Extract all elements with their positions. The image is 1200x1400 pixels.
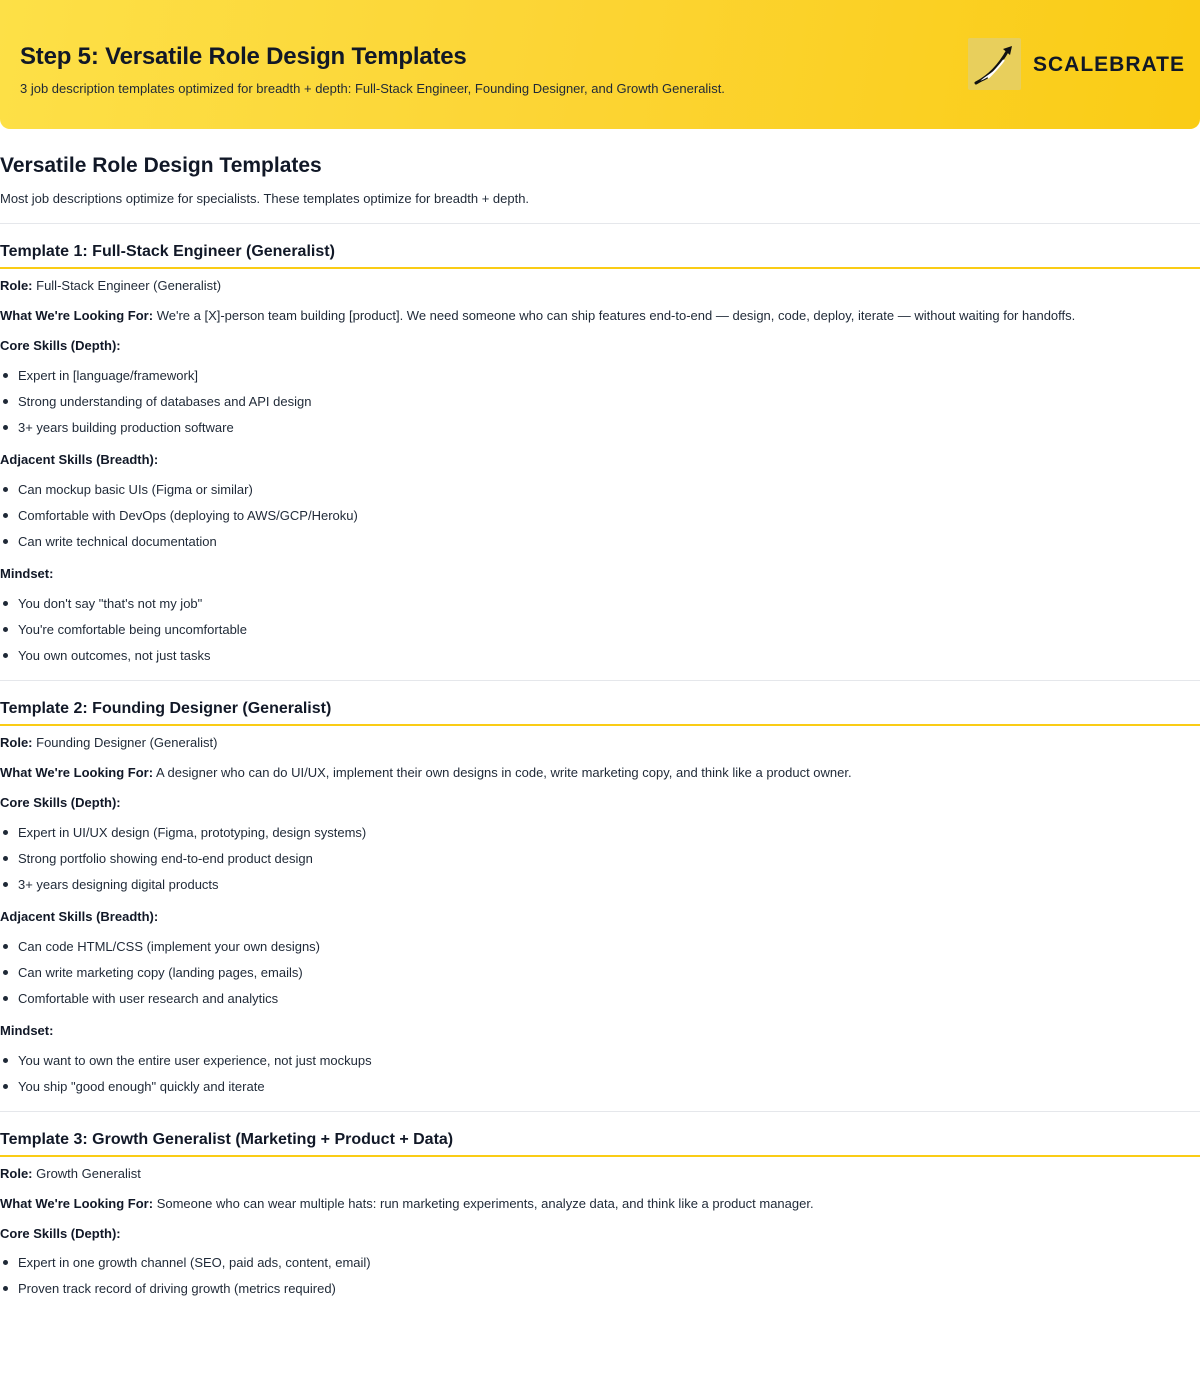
divider bbox=[0, 1111, 1200, 1112]
template-2-looking-for bbox=[0, 765, 852, 780]
list-item: Proven track record of driving growth (metrics required) bbox=[0, 1281, 336, 1296]
looking-for-value: We're a [X]-person team building [product]. We need someone who can ship features end-to-end — design, code, deploy, iterate — without waiting for handoffs. bbox=[156, 308, 1076, 323]
list-item: You don't say "that's not my job" bbox=[0, 596, 202, 611]
rocket-logo-icon bbox=[968, 38, 1021, 90]
list-item: You're comfortable being uncomfortable bbox=[0, 622, 247, 637]
template-1-role bbox=[0, 278, 221, 293]
adjacent-skills-heading: Adjacent Skills (Breadth): bbox=[0, 909, 159, 924]
list-item: Strong portfolio showing end-to-end product design bbox=[0, 851, 313, 866]
looking-for-label: What We're Looking For: bbox=[0, 765, 154, 780]
core-skills-heading: Core Skills (Depth): bbox=[0, 795, 121, 810]
page-title: Versatile Role Design Templates bbox=[0, 154, 322, 177]
role-label: Role: bbox=[0, 1166, 33, 1181]
divider bbox=[0, 680, 1200, 681]
list-item: Comfortable with user research and analytics bbox=[0, 991, 278, 1006]
core-skills-heading: Core Skills (Depth): bbox=[0, 1226, 121, 1241]
role-value: Full-Stack Engineer (Generalist) bbox=[36, 278, 222, 293]
looking-for-value: A designer who can do UI/UX, implement their own designs in code, write marketing copy, and think like a product owner. bbox=[155, 765, 852, 780]
looking-for-value: Someone who can wear multiple hats: run marketing experiments, analyze data, and think like a product manager. bbox=[156, 1196, 814, 1211]
role-value: Founding Designer (Generalist) bbox=[36, 735, 218, 750]
template-3-role bbox=[0, 1166, 141, 1181]
list-item: Expert in [language/framework] bbox=[0, 368, 198, 383]
list-item: Comfortable with DevOps (deploying to AWS/GCP/Heroku) bbox=[0, 508, 358, 523]
list-item: 3+ years designing digital products bbox=[0, 877, 219, 892]
list-item: You want to own the entire user experience, not just mockups bbox=[0, 1053, 372, 1068]
list-item: You ship "good enough" quickly and iterate bbox=[0, 1079, 265, 1094]
brand-name: SCALEBRATE bbox=[1033, 53, 1185, 76]
banner-title: Step 5: Versatile Role Design Templates bbox=[20, 43, 467, 70]
template-1-looking-for bbox=[0, 308, 1075, 323]
list-item: Can mockup basic UIs (Figma or similar) bbox=[0, 482, 253, 497]
list-item: Can write technical documentation bbox=[0, 534, 217, 549]
list-item: You own outcomes, not just tasks bbox=[0, 648, 210, 663]
adjacent-skills-heading: Adjacent Skills (Breadth): bbox=[0, 452, 159, 467]
looking-for-label: What We're Looking For: bbox=[0, 1196, 154, 1211]
mindset-heading: Mindset: bbox=[0, 566, 54, 581]
template-2-role bbox=[0, 735, 218, 750]
list-item: Strong understanding of databases and API design bbox=[0, 394, 311, 409]
template-3-title: Template 3: Growth Generalist (Marketing + Product + Data) bbox=[0, 1131, 1200, 1157]
divider bbox=[0, 223, 1200, 224]
page-intro: Most job descriptions optimize for specialists. These templates optimize for breadth + depth. bbox=[0, 191, 530, 206]
template-3-looking-for bbox=[0, 1196, 814, 1211]
template-1-title: Template 1: Full-Stack Engineer (Generalist) bbox=[0, 243, 1200, 269]
role-label: Role: bbox=[0, 735, 33, 750]
header-banner bbox=[0, 0, 1200, 129]
banner-subtitle: 3 job description templates optimized for breadth + depth: Full-Stack Engineer, Founding Designer, and Growth Generalist. bbox=[20, 81, 725, 96]
looking-for-label: What We're Looking For: bbox=[0, 308, 154, 323]
role-value: Growth Generalist bbox=[36, 1166, 141, 1181]
mindset-heading: Mindset: bbox=[0, 1023, 54, 1038]
template-2-title: Template 2: Founding Designer (Generalist) bbox=[0, 700, 1200, 726]
list-item: Expert in UI/UX design (Figma, prototyping, design systems) bbox=[0, 825, 366, 840]
list-item: Can code HTML/CSS (implement your own designs) bbox=[0, 939, 320, 954]
core-skills-heading: Core Skills (Depth): bbox=[0, 338, 121, 353]
role-label: Role: bbox=[0, 278, 33, 293]
list-item: 3+ years building production software bbox=[0, 420, 234, 435]
list-item: Expert in one growth channel (SEO, paid ads, content, email) bbox=[0, 1255, 371, 1270]
list-item: Can write marketing copy (landing pages, emails) bbox=[0, 965, 303, 980]
